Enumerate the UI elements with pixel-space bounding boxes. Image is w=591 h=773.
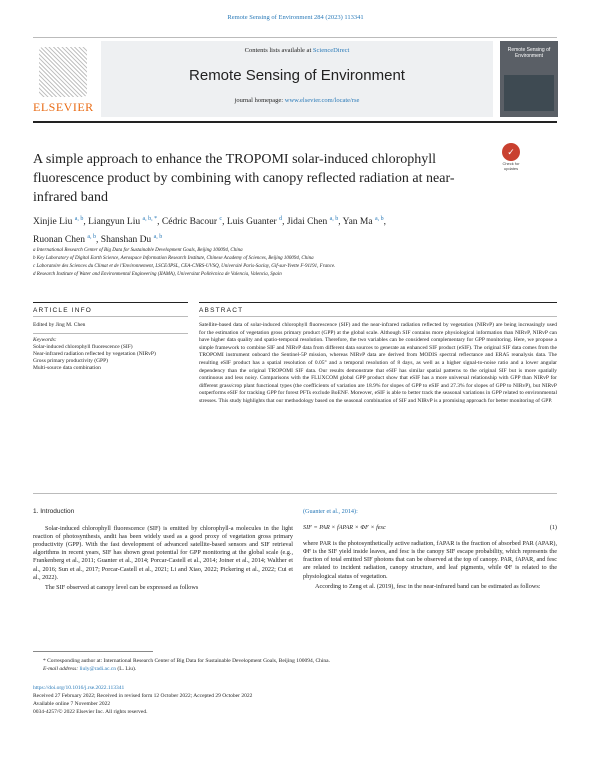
edited-by: Edited by Jing M. Chen: [33, 322, 86, 328]
author[interactable]: Cédric Bacour $^c$: [161, 216, 223, 228]
abstract-heading: ABSTRACT: [199, 307, 244, 314]
section-heading: 1. Introduction: [33, 508, 75, 515]
paragraph: where PAR is the photosynthetically active radiation, fAPAR is the fraction of absorbed PAR (APAR), ΦF is the SIF yield inside leaves, and fesc is the canopy SIF escape probability, which represents the fraction of total emitted SIF photons that can be observed at the top of canopy. PAR, fAPAR, and fesc are related to incident radiation, canopy structure, and leaf pigments, while ΦF is related to the physiological status of vegetation.: [303, 540, 557, 580]
divider: [199, 302, 557, 303]
author[interactable]: Yan Ma $^{a, b}$: [342, 216, 384, 228]
logo-tree-icon: [39, 47, 87, 97]
paragraph: According to Zeng et al. (2019), fesc in the near-infrared band can be estimated as follows:: [315, 582, 541, 590]
keyword: Multi-source data combination: [33, 365, 101, 371]
keyword: Solar-induced chlorophyll fluorescence (SIF): [33, 344, 133, 350]
check-for-updates-badge[interactable]: [497, 143, 525, 173]
equation-body: SIF = PAR × fAPAR × ΦF × fesc: [303, 524, 386, 532]
author[interactable]: Shanshan Du $^{a, b}$: [100, 234, 163, 246]
affiliation: b Key Laboratory of Digital Earth Science, Aerospace Information Research Institute, Chinese Academy of Sciences, Beijing 100094, China: [33, 256, 314, 261]
header-center-panel: [101, 41, 493, 117]
email-line: E-mail address: liuly@radi.ac.cn (L. Liu).: [43, 665, 137, 672]
affiliation: a International Research Center of Big Data for Sustainable Development Goals, Beijing 100094, China: [33, 248, 243, 253]
email-link[interactable]: liuly@radi.ac.cn: [79, 665, 116, 672]
divider: [33, 37, 557, 38]
divider: [33, 651, 153, 652]
cover-title: Remote Sensing of Environment: [507, 47, 551, 59]
corresponding-author: * Corresponding author at: International Research Center of Big Data for Sustainable Development Goals, Beijing 100094, China.: [43, 658, 331, 664]
logo-text: ELSEVIER: [33, 100, 94, 114]
paragraph: The SIF observed at canopy level can be expressed as follows: [45, 583, 199, 591]
online-date: Available online 7 November 2022: [33, 701, 111, 707]
body-left-column: [33, 508, 293, 594]
journal-cover-thumbnail[interactable]: [500, 41, 558, 117]
divider: [33, 493, 557, 494]
keyword: Near-infrared radiation reflected by vegetation (NIRvP): [33, 351, 156, 357]
homepage-line: [101, 97, 493, 104]
contents-prefix: Contents lists available at: [244, 47, 313, 54]
author[interactable]: Jidai Chen $^{a, b}$: [286, 216, 339, 228]
affiliations: [33, 247, 553, 279]
sciencedirect-link[interactable]: ScienceDirect: [312, 47, 350, 54]
doi-link[interactable]: https://doi.org/10.1016/j.rse.2022.113341: [33, 685, 125, 691]
homepage-prefix: journal homepage:: [234, 97, 285, 104]
divider: [33, 316, 188, 317]
journal-title: Remote Sensing of Environment: [189, 67, 405, 84]
divider: [33, 121, 557, 123]
copyright: 0034-4257/© 2022 Elsevier Inc. All rights reserved.: [33, 709, 148, 715]
divider: [33, 333, 188, 334]
paper-title: A simple approach to enhance the TROPOMI solar-induced chlorophyll fluorescence product by combining with canopy reflected radiation at near-infrared band: [33, 152, 455, 205]
author[interactable]: Xinjie Liu $^{a, b}$: [33, 216, 84, 228]
article-info-column: [33, 322, 188, 372]
affiliation: c Laboratoire des Sciences du Climat et de l'Environnement, LSCE/IPSL, CEA-CNRS-UVSQ, Université Paris-Saclay, Gif-sur-Yvette F-91191, France.: [33, 264, 336, 269]
crossmark-caption: Check for updates: [502, 161, 520, 171]
author[interactable]: Luis Guanter $^d$: [226, 216, 283, 228]
keyword: Gross primary productivity (GPP): [33, 358, 109, 364]
divider: [199, 316, 557, 317]
publication-info: [33, 684, 557, 716]
journal-header: [33, 41, 559, 119]
affiliation: d Research Institute of Water and Environmental Engineering (IIAMA), Universitat Politècnica de Valencia, Valencia, Spain: [33, 272, 282, 277]
author[interactable]: Ruonan Chen $^{a, b}$: [33, 234, 97, 246]
equation-number: (1): [549, 524, 557, 532]
homepage-link[interactable]: www.elsevier.com/locate/rse: [284, 97, 360, 104]
abstract-text: Satellite-based data of solar-induced chlorophyll fluorescence (SIF) and the near-infrared radiation reflected by vegetation (NIRvP) are being increasingly used for the estimation of vegetation gross primary product (GPP) at the global scale. Although SIF contains more physiological information than NIRvP, NIRvP can have higher data quality and spatio-temporal resolution. Therefore, the two variables can be considered complementary for GPP monitoring. Here, we propose a simple framework to combine SIF and NIRvP data from different data sources to generate an enhanced SIF product (eSIF). The original SIF data comes from the TROPOMI instrument onboard the Sentinel-5P mission, whereas NIRvP data are derived from MODIS spectral reflectance and ERA5 reanalysis data. The resulting eSIF product has a spatial resolution of 0.05° and a temporal resolution of 8 days, as well as a higher signal-to-noise ratio and a lower angular dependency than the original TROPOMI SIF data. Our results demonstrate that eSIF has similar spatial patterns to the original SIF but is more spatially continuous and less noisy. Comparisons with the FLUXCOM global GPP product show that eSIF has a more universal relationship with GPP than NIRvP for different grass/crop plant functional types (the coefficients of variation are 18.9% for slopes of GPP to eSIF and 27.3% for slopes of GPP to NIRvP), but NIRvP outperforms eSIF for tracking GPP for forest PFTs exclude BoENF. Moreover, eSIF is able to better track the seasonal variations in GPP related to environmental stresses. This study highlights that our methodology based on the seasonal combination of SIF and NIRvP is a promising approach for better monitoring of GPP.: [199, 322, 557, 404]
keywords-label: Keywords:: [33, 337, 57, 343]
journal-reference[interactable]: Remote Sensing of Environment 284 (2023) 113341: [227, 14, 364, 21]
cover-image: [504, 75, 554, 111]
equation: [303, 524, 557, 532]
paragraph: Solar-induced chlorophyll fluorescence (SIF) is emitted by chlorophyll-a molecules in the light reaction of photosynthesis, andit has been widely used as a good proxy of vegetation gross primary productivity (GPP). With the fast development of advanced satellite-based sensors and SIF retrieval algorithms in recent years, SIF has shown great potential for GPP monitoring at the global scale (e.g., Frankenberg et al., 2011; Guanter et al., 2014; Porcar-Castell et al., 2014; Joiner et al., 2014; Walther et al., 2016; Sun et al., 2017; Porcar-Castell et al., 2021; Li and Xiao, 2022; Pickering et al., 2022; Cui et al., 2022).: [33, 525, 293, 581]
author-list: Xinjie Liu $^{a, b}$, Liangyun Liu $^{a, b, *}$, Cédric Bacour $^c$, Luis Guanter $^d$, Jidai Chen $^{a, b}$, Yan Ma $^{a, b}$, Ruonan Chen $^{a, b}$, Shanshan Du $^{a, b}$: [33, 216, 387, 246]
crossmark-icon: ✓: [502, 143, 520, 161]
article-info-heading: ARTICLE INFO: [33, 307, 93, 314]
footnote: [33, 658, 557, 673]
author[interactable]: Liangyun Liu $^{a, b, *}$: [88, 216, 158, 228]
divider: [33, 302, 188, 303]
citation-link[interactable]: (Guanter et al., 2014):: [303, 508, 358, 515]
received-dates: Received 27 February 2022; Received in revised form 12 October 2022; Accepted 29 October 2022: [33, 693, 253, 699]
elsevier-logo[interactable]: [33, 41, 93, 117]
contents-line: [101, 47, 493, 54]
body-right-column: [303, 508, 557, 593]
